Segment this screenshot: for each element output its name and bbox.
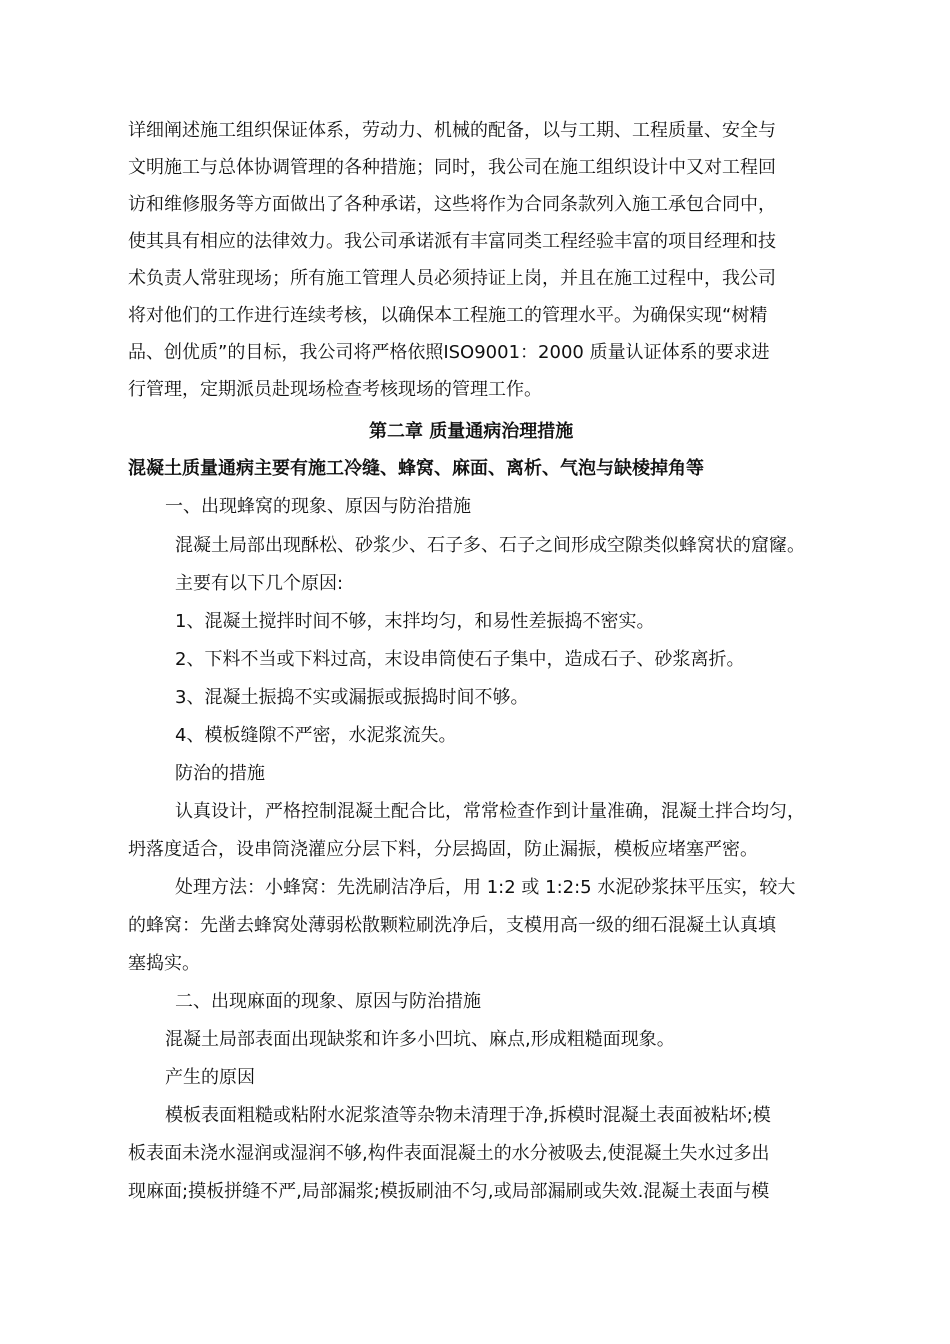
treatment-line: 的蜂窝：先凿去蜂窝处薄弱松散颗粒刷洗净后，支模用高一级的细石混凝土认真填 [128,915,776,936]
cause-line: 现麻面;摸板拼缝不严,局部漏浆;模扳刷油不匀,或局部漏刷或失效.混凝土表面与模 [128,1181,770,1202]
intro-line: 行管理，定期派员赴现场检查考核现场的管理工作。 [128,379,542,400]
intro-line: 使其具有相应的法律效力。我公司承诺派有丰富同类工程经验丰富的项目经理和技 [128,231,776,252]
intro-line: 将对他们的工作进行连续考核，以确保本工程施工的管理水平。为确保实现“树精 [128,305,768,326]
section1-phenomenon: 混凝土局部出现酥松、砂浆少、石子多、石子之间形成空隙类似蜂窝状的窟窿。 [175,535,805,556]
section2-phenomenon: 混凝土局部表面出现缺浆和许多小凹坑、麻点,形成粗糙面现象。 [165,1029,675,1050]
cause-line: 板表面未浇水湿润或湿润不够,构件表面混凝土的水分被吸去,使混凝土失水过多出 [128,1143,770,1164]
section1-prevention-title: 防治的措施 [175,763,265,784]
cause-item: 4、模板缝隙不严密，水泥浆流失。 [175,725,457,746]
prevention-line: 坍落度适合，设串筒浇灌应分层下料，分层捣固，防止漏振，模板应堵塞严密。 [128,839,758,860]
section1-causes-title: 主要有以下几个原因: [175,573,344,594]
intro-line: 文明施工与总体协调管理的各种措施；同时，我公司在施工组织设计中又对工程回 [128,157,776,178]
treatment-line: 处理方法：小蜂窝：先洗刷洁净后，用 1:2 或 1:2:5 水泥砂浆抹平压实，较大 [175,877,796,898]
cause-line: 模板表面粗糙或粘附水泥浆渣等杂物未清理于净,拆模时混凝土表面被粘坏;模 [165,1105,771,1126]
intro-line: 品、创优质”的目标，我公司将严格依照ISO9001：2000 质量认证体系的要求进 [128,342,770,363]
intro-line: 术负责人常驻现场；所有施工管理人员必须持证上岗，并且在施工过程中，我公司 [128,268,776,289]
treatment-line: 塞捣实。 [128,953,200,974]
section1-heading: 一、出现蜂窝的现象、原因与防治措施 [165,496,471,517]
chapter-title: 第二章 质量通病治理措施 [369,421,574,442]
cause-item: 3、混凝土振捣不实或漏振或振捣时间不够。 [175,687,529,708]
prevention-line: 认真设计，严格控制混凝土配合比，常常检查作到计量准确，混凝土拌合均匀， [175,801,805,822]
section2-heading: 二、出现麻面的现象、原因与防治措施 [175,991,481,1012]
intro-line: 详细阐述施工组织保证体系，劳动力、机械的配备，以与工期、工程质量、安全与 [128,120,776,141]
cause-item: 1、混凝土搅拌时间不够，末拌均匀，和易性差振捣不密实。 [175,611,655,632]
section-heading: 混凝土质量通病主要有施工冷缝、蜂窝、麻面、离析、气泡与缺棱掉角等 [128,458,704,479]
cause-item: 2、下料不当或下料过高，末设串筒使石子集中，造成石子、砂浆离折。 [175,649,745,670]
section2-causes-title: 产生的原因 [165,1067,255,1088]
intro-line: 访和维修服务等方面做出了各种承诺，这些将作为合同条款列入施工承包合同中， [128,194,776,215]
